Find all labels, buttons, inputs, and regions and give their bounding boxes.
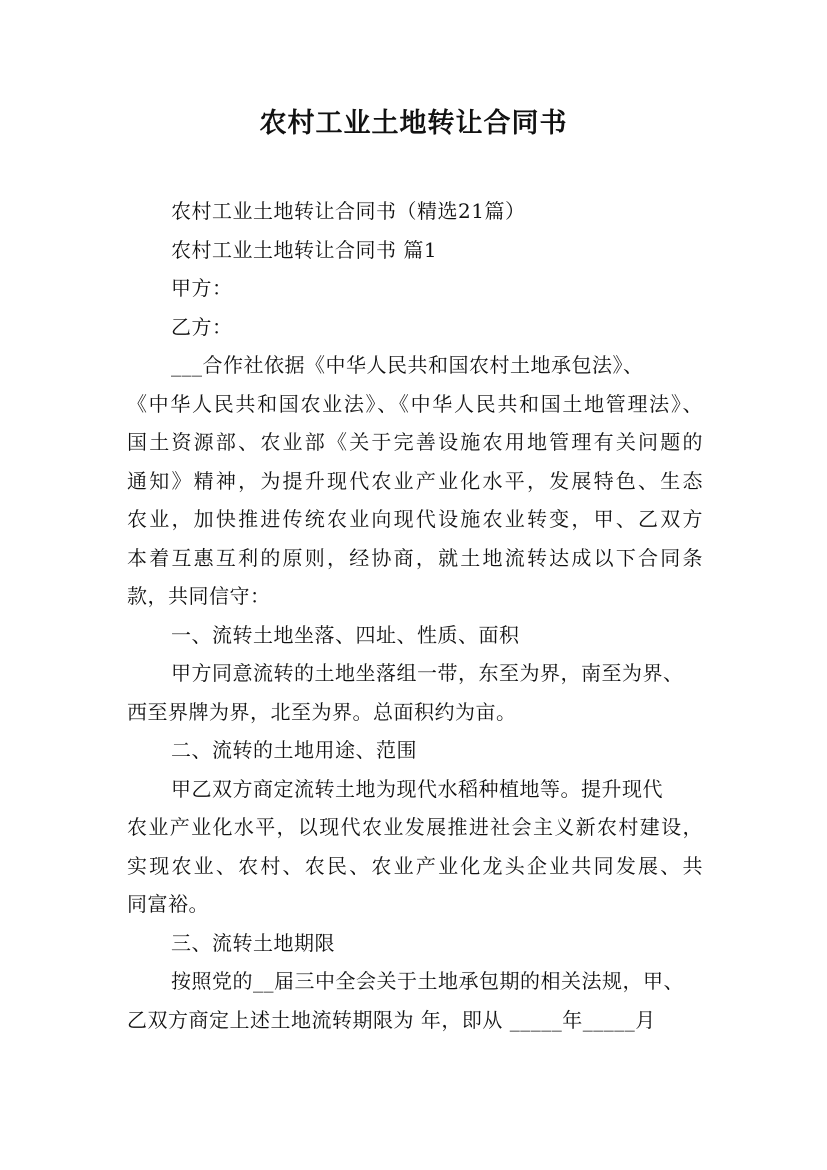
paragraph-line: 甲方同意流转的土地坐落组一带，东至为界，南至为界、 [171, 661, 684, 685]
paragraph-line: 本着互惠互利的原则，经协商，就土地流转达成以下合同条 [127, 545, 703, 570]
paragraph-line: 按照党的__届三中全会关于土地承包期的相关法规，甲、 [171, 969, 684, 993]
section-heading: 三、流转土地期限 [171, 930, 335, 955]
document-title: 农村工业土地转让合同书 [259, 108, 568, 139]
section-heading: 一、流转土地坐落、四址、性质、面积 [171, 622, 520, 647]
paragraph-line: 款，共同信守： [127, 584, 271, 608]
paragraph-line: 甲乙双方商定流转土地为现代水稻种植地等。提升现代 [171, 776, 663, 801]
paragraph-line: 《中华人民共和国农业法》、《中华人民共和国土地管理法》、 [127, 391, 703, 416]
paragraph-line: 同富裕。 [127, 892, 209, 916]
paragraph-line: 实现农业、农村、农民、农业产业化龙头企业共同发展、共 [127, 853, 703, 878]
paragraph-line: 通知》精神，为提升现代农业产业化水平，发展特色、生态 [127, 468, 703, 493]
party-a-label: 甲方： [171, 276, 233, 300]
paragraph-line: 西至界牌为界，北至为界。总面积约为亩。 [127, 699, 517, 724]
section-heading: 二、流转的土地用途、范围 [171, 738, 417, 762]
paragraph-line: 乙双方商定上述土地流转期限为 年，即从 _____年_____月 [127, 1007, 656, 1032]
paragraph-line: 农业，加快推进传统农业向现代设施农业转变，甲、乙双方 [127, 507, 703, 531]
paragraph-line: 国土资源部、农业部《关于完善设施农用地管理有关问题的 [127, 430, 703, 454]
document-body [127, 192, 703, 1039]
section-heading: 农村工业土地转让合同书 篇1 [171, 237, 438, 262]
paragraph-line: 农业产业化水平，以现代农业发展推进社会主义新农村建设， [127, 815, 703, 839]
paragraph-line: 农村工业土地转让合同书（精选21篇） [171, 199, 526, 223]
party-b-label: 乙方： [171, 314, 233, 339]
paragraph-line: ___合作社依据《中华人民共和国农村土地承包法》、 [171, 353, 644, 377]
